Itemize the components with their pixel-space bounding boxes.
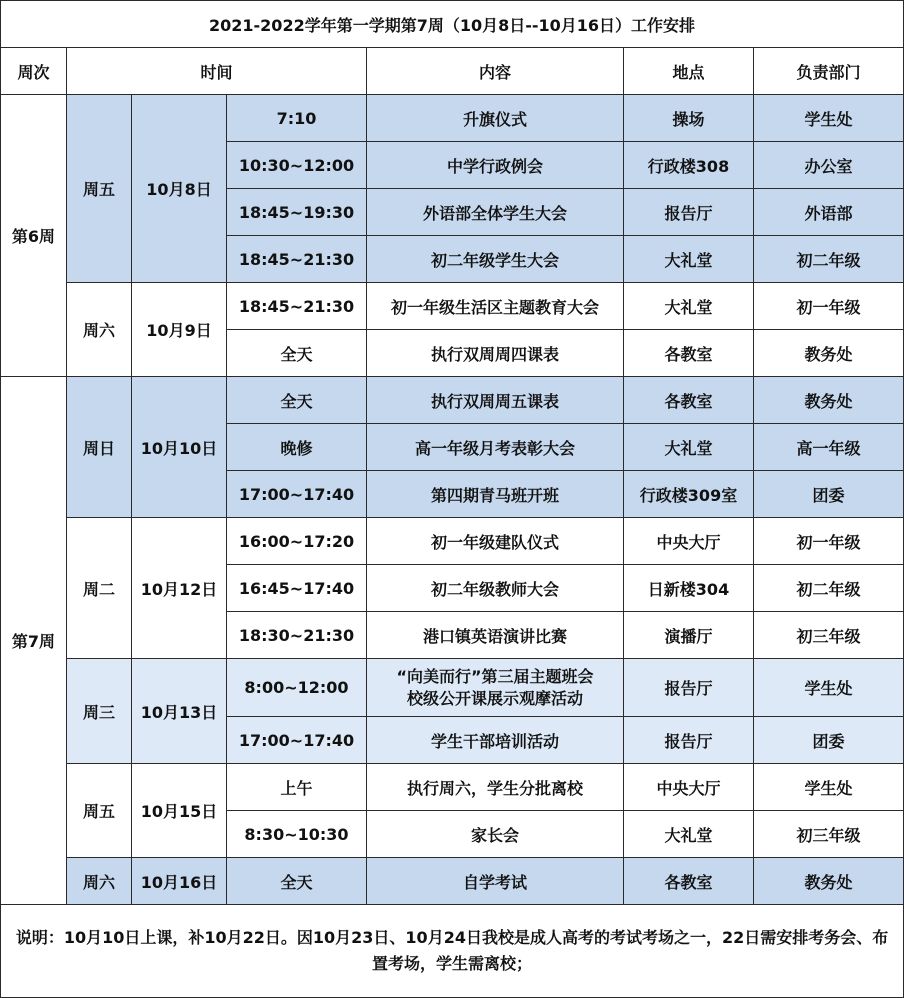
event-time: 16:45~17:40	[227, 565, 367, 612]
day-label: 周五	[67, 95, 132, 283]
event-dept: 初二年级	[754, 565, 904, 612]
event-time: 7:10	[227, 95, 367, 142]
day-label: 周六	[67, 858, 132, 905]
header-time: 时间	[67, 48, 367, 95]
date-label: 10月12日	[132, 518, 227, 659]
event-time: 16:00~17:20	[227, 518, 367, 565]
date-label: 10月10日	[132, 377, 227, 518]
event-dept: 初二年级	[754, 236, 904, 283]
header-week: 周次	[1, 48, 67, 95]
event-dept: 学生处	[754, 95, 904, 142]
event-time: 全天	[227, 377, 367, 424]
event-location: 大礼堂	[624, 811, 754, 858]
event-location: 各教室	[624, 858, 754, 905]
table-row	[1, 659, 904, 717]
day-label: 周日	[67, 377, 132, 518]
event-location: 操场	[624, 95, 754, 142]
event-dept: 团委	[754, 717, 904, 764]
event-dept: 学生处	[754, 659, 904, 717]
event-time: 10:30~12:00	[227, 142, 367, 189]
date-label: 10月15日	[132, 764, 227, 858]
event-dept: 学生处	[754, 764, 904, 811]
event-content: 执行双周周四课表	[367, 330, 624, 377]
event-time: 17:00~17:40	[227, 717, 367, 764]
event-dept: 初一年级	[754, 518, 904, 565]
event-content: 港口镇英语演讲比赛	[367, 612, 624, 659]
event-time: 8:30~10:30	[227, 811, 367, 858]
event-time: 全天	[227, 330, 367, 377]
event-location: 报告厅	[624, 659, 754, 717]
note-text: 说明：10月10日上课，补10月22日。因10月23日、10月24日我校是成人高考的考试考场之一，22日需安排考务会、布置考场，学生需离校；	[1, 905, 904, 998]
event-dept: 团委	[754, 471, 904, 518]
table-row	[1, 764, 904, 811]
event-location: 大礼堂	[624, 283, 754, 330]
table-row	[1, 377, 904, 424]
event-location: 演播厅	[624, 612, 754, 659]
event-content: 自学考试	[367, 858, 624, 905]
event-content: 中学行政例会	[367, 142, 624, 189]
day-label: 周五	[67, 764, 132, 858]
event-dept: 办公室	[754, 142, 904, 189]
event-content: 家长会	[367, 811, 624, 858]
event-time: 8:00~12:00	[227, 659, 367, 717]
event-time: 上午	[227, 764, 367, 811]
event-time: 18:30~21:30	[227, 612, 367, 659]
event-time: 18:45~19:30	[227, 189, 367, 236]
header-row	[1, 48, 904, 95]
week-label: 第6周	[1, 95, 67, 377]
event-content: 第四期青马班开班	[367, 471, 624, 518]
header-dept: 负责部门	[754, 48, 904, 95]
event-location: 行政楼308	[624, 142, 754, 189]
event-time: 17:00~17:40	[227, 471, 367, 518]
event-content: 学生干部培训活动	[367, 717, 624, 764]
event-time: 18:45~21:30	[227, 283, 367, 330]
week-label: 第7周	[1, 377, 67, 905]
table-row	[1, 283, 904, 330]
date-label: 10月9日	[132, 283, 227, 377]
event-dept: 初三年级	[754, 811, 904, 858]
day-label: 周二	[67, 518, 132, 659]
event-content: 初二年级学生大会	[367, 236, 624, 283]
title-row	[1, 1, 904, 48]
event-content: 执行周六，学生分批离校	[367, 764, 624, 811]
event-time: 18:45~21:30	[227, 236, 367, 283]
table-row	[1, 858, 904, 905]
event-content-line: 校级公开课展示观摩活动	[406, 688, 583, 708]
day-label: 周三	[67, 659, 132, 764]
day-label: 周六	[67, 283, 132, 377]
event-location: 日新楼304	[624, 565, 754, 612]
table-row	[1, 518, 904, 565]
event-location: 报告厅	[624, 189, 754, 236]
event-time: 晚修	[227, 424, 367, 471]
event-location: 中央大厅	[624, 764, 754, 811]
event-content: 初一年级生活区主题教育大会	[367, 283, 624, 330]
event-location: 各教室	[624, 377, 754, 424]
event-content: 高一年级月考表彰大会	[367, 424, 624, 471]
event-location: 大礼堂	[624, 236, 754, 283]
event-dept: 初一年级	[754, 283, 904, 330]
date-label: 10月13日	[132, 659, 227, 764]
event-location: 报告厅	[624, 717, 754, 764]
event-dept: 高一年级	[754, 424, 904, 471]
event-content: 执行双周周五课表	[367, 377, 624, 424]
event-content: 初二年级教师大会	[367, 565, 624, 612]
event-dept: 教务处	[754, 858, 904, 905]
event-location: 大礼堂	[624, 424, 754, 471]
event-location: 各教室	[624, 330, 754, 377]
event-dept: 教务处	[754, 330, 904, 377]
event-content-line: “向美而行”第三届主题班会	[396, 666, 594, 686]
event-time: 全天	[227, 858, 367, 905]
date-label: 10月8日	[132, 95, 227, 283]
event-content: 初一年级建队仪式	[367, 518, 624, 565]
page-title: 2021-2022学年第一学期第7周（10月8日--10月16日）工作安排	[1, 1, 904, 48]
event-location: 行政楼309室	[624, 471, 754, 518]
note-row	[1, 905, 904, 998]
date-label: 10月16日	[132, 858, 227, 905]
event-dept: 外语部	[754, 189, 904, 236]
header-content: 内容	[367, 48, 624, 95]
event-location: 中央大厅	[624, 518, 754, 565]
table-row	[1, 95, 904, 142]
event-dept: 初三年级	[754, 612, 904, 659]
header-location: 地点	[624, 48, 754, 95]
event-dept: 教务处	[754, 377, 904, 424]
event-content: 升旗仪式	[367, 95, 624, 142]
event-content: 外语部全体学生大会	[367, 189, 624, 236]
event-content	[367, 659, 624, 717]
